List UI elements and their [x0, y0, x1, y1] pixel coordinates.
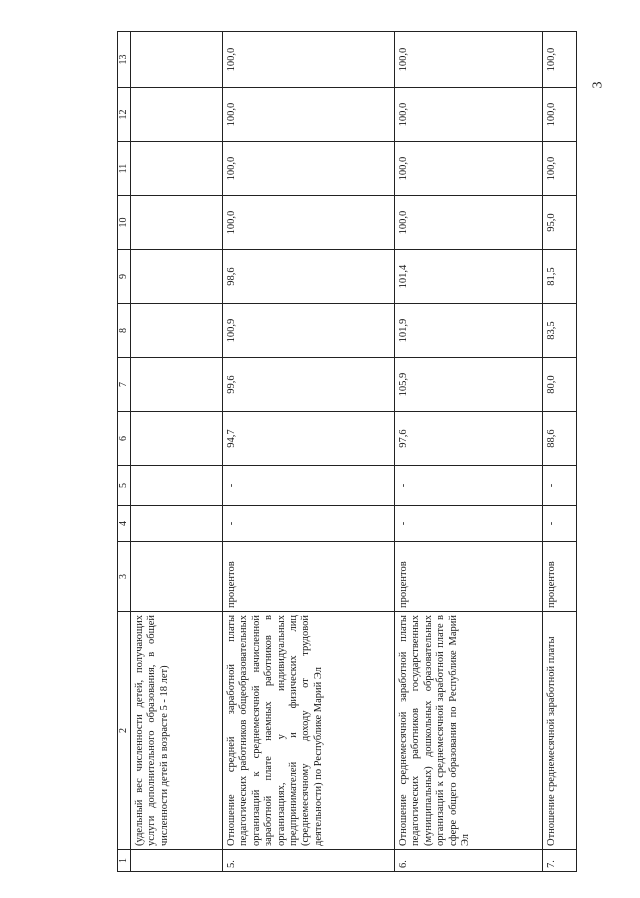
- indicator-name: Отношение среднемесячной заработной платы: [543, 612, 577, 850]
- header-cell: 12: [118, 88, 131, 142]
- value-cell: 97,6: [395, 412, 543, 466]
- header-cell: 8: [118, 304, 131, 358]
- value-cell: [131, 506, 223, 542]
- table-row: [131, 32, 223, 872]
- value-cell: 88,6: [543, 412, 577, 466]
- value-cell: -: [543, 506, 577, 542]
- rotated-table-container: [117, 47, 567, 872]
- value-cell: 101,9: [395, 304, 543, 358]
- row-number: 7.: [543, 850, 577, 872]
- indicator-name: Отношение средней заработной платы педагогических работников общеобразовательных организаций к среднемесячной начисленной заработной плате наемных работников в организациях, у индивидуальных предпринимателей и физических лиц (среднемесячному доходу от трудовой деятельности) по Республике Марий Эл: [223, 612, 395, 850]
- value-cell: 81,5: [543, 250, 577, 304]
- table-row: [543, 32, 577, 872]
- value-cell: [131, 88, 223, 142]
- header-cell: 1: [118, 850, 131, 872]
- header-cell: 11: [118, 142, 131, 196]
- row-number: 6.: [395, 850, 543, 872]
- value-cell: -: [223, 466, 395, 506]
- unit-cell: процентов: [223, 542, 395, 612]
- indicator-name: (удельный вес численности детей, получающих услуги дополнительного образования, в общей численности детей в возрасте 5 - 18 лет): [131, 612, 223, 850]
- header-cell: 2: [118, 612, 131, 850]
- value-cell: [131, 142, 223, 196]
- page-number: 3: [590, 81, 606, 89]
- value-cell: [131, 304, 223, 358]
- row-number: [131, 850, 223, 872]
- header-row: [118, 32, 131, 872]
- header-cell: 4: [118, 506, 131, 542]
- value-cell: -: [395, 506, 543, 542]
- value-cell: 100,0: [223, 32, 395, 88]
- value-cell: [131, 412, 223, 466]
- value-cell: 100,0: [543, 88, 577, 142]
- value-cell: 100,0: [395, 88, 543, 142]
- indicator-name: Отношение среднемесячной заработной платы педагогических работников государственных (муниципальных) дошкольных образовательных организаций к среднемесячной заработной плате в сфере общего образования по Республике Марий Эл: [395, 612, 543, 850]
- value-cell: [131, 358, 223, 412]
- value-cell: 100,0: [395, 196, 543, 250]
- value-cell: 100,0: [223, 142, 395, 196]
- header-cell: 6: [118, 412, 131, 466]
- value-cell: 100,0: [223, 196, 395, 250]
- table-row: [395, 32, 543, 872]
- value-cell: 101,4: [395, 250, 543, 304]
- value-cell: [131, 466, 223, 506]
- value-cell: [131, 196, 223, 250]
- value-cell: [131, 250, 223, 304]
- value-cell: 100,0: [543, 32, 577, 88]
- value-cell: -: [543, 466, 577, 506]
- header-cell: 3: [118, 542, 131, 612]
- value-cell: [131, 32, 223, 88]
- value-cell: 95,0: [543, 196, 577, 250]
- header-cell: 7: [118, 358, 131, 412]
- header-cell: 10: [118, 196, 131, 250]
- value-cell: 99,6: [223, 358, 395, 412]
- header-cell: 5: [118, 466, 131, 506]
- value-cell: 100,9: [223, 304, 395, 358]
- value-cell: 100,0: [395, 32, 543, 88]
- unit-cell: [131, 542, 223, 612]
- value-cell: 100,0: [395, 142, 543, 196]
- value-cell: -: [223, 506, 395, 542]
- value-cell: 80,0: [543, 358, 577, 412]
- indicators-table: [117, 31, 577, 872]
- value-cell: 100,0: [543, 142, 577, 196]
- value-cell: 98,6: [223, 250, 395, 304]
- table-row: [223, 32, 395, 872]
- header-cell: 13: [118, 32, 131, 88]
- unit-cell: процентов: [395, 542, 543, 612]
- value-cell: 94,7: [223, 412, 395, 466]
- header-cell: 9: [118, 250, 131, 304]
- value-cell: 83,5: [543, 304, 577, 358]
- unit-cell: процентов: [543, 542, 577, 612]
- value-cell: 100,0: [223, 88, 395, 142]
- value-cell: 105,9: [395, 358, 543, 412]
- value-cell: -: [395, 466, 543, 506]
- row-number: 5.: [223, 850, 395, 872]
